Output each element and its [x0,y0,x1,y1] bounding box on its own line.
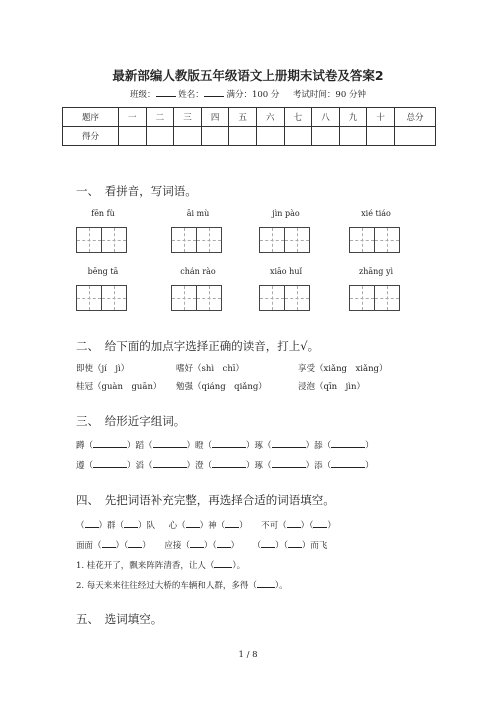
idiom-part: ）（ [275,541,288,551]
idiom-part: ）队 [138,521,156,531]
pinyin-label: jìn pào [272,209,300,218]
answer-blank[interactable] [85,519,99,528]
answer-blank[interactable] [257,579,275,588]
header-cell: 三 [174,108,202,127]
header-cell: 五 [229,108,257,127]
header-cell: 总分 [395,108,436,127]
idiom-part: （ [76,521,85,531]
fill-question-1 [76,559,245,571]
char-prompt: ）蹈（ [127,441,153,451]
page-title: 最新部编人教版五年级语文上册期末试卷及答案2 [112,68,384,83]
pinyin-label: xiāo huǐ [269,267,303,276]
answer-blank[interactable] [331,439,365,448]
char-prompt: 遵（ [76,461,94,471]
header-cell: 九 [339,108,367,127]
header-cell: 四 [201,108,229,127]
answer-blank[interactable] [225,519,239,528]
char-prompt: ）琢（ [246,461,272,471]
full-score: 满分：100 分 [226,90,280,100]
answer-blank[interactable] [272,439,306,448]
header-cell: 十 [367,108,395,127]
answer-blank[interactable] [186,519,200,528]
score-cell [146,127,174,146]
writing-grid[interactable] [259,227,309,253]
idiom-part: 心（ [168,521,186,531]
fill-question-2 [76,579,288,591]
question-text: ）。 [274,581,288,591]
score-cell [395,127,436,146]
score-cell [119,127,147,146]
idiom-part: ） [142,541,151,551]
word-group-line-1 [76,439,374,451]
idiom-part: （ [252,541,262,551]
name-blank [204,88,224,97]
score-table [62,107,436,146]
answer-blank[interactable] [93,459,127,468]
page-number: 1 / 8 [238,650,258,660]
header-cell: 一 [119,108,147,127]
char-prompt: ）琢（ [246,441,272,451]
answer-blank[interactable] [124,519,138,528]
section-3-title: 三、 给形近字组词。 [76,414,186,428]
writing-grid[interactable] [76,285,126,311]
class-label: 班级： [130,90,156,100]
name-label: 姓名： [178,90,204,100]
header-cell: 二 [146,108,174,127]
answer-blank[interactable] [212,459,246,468]
word-group-line-2 [76,459,374,471]
score-cell [256,127,284,146]
writing-grid[interactable] [349,227,399,253]
exam-time: 考试时间：90 分钟 [292,90,366,100]
char-prompt: ）滔（ [127,461,153,471]
idiom-part: ） [239,521,248,531]
score-cell [174,127,202,146]
answer-blank[interactable] [288,539,302,548]
pinyin-label: chán rào [180,267,216,276]
idiom-line-2 [76,539,327,551]
idiom-line-1 [76,519,336,531]
pinyin-label: bēng tā [87,267,119,276]
section-2-title: 二、 给下面的加点字选择正确的读音，打上√。 [76,339,320,353]
answer-blank[interactable] [102,539,116,548]
score-cell [229,127,257,146]
reading-choice[interactable]: 即使（jí jì） [76,364,130,374]
pinyin-label: fēn fù [91,209,115,218]
score-cell [367,127,395,146]
idiom-part: 应接（ [164,541,190,551]
score-cell [339,127,367,146]
header-cell: 六 [256,108,284,127]
score-cell [201,127,229,146]
idiom-part: ）而飞 [301,541,328,551]
reading-choice[interactable]: 桂冠（guàn guān） [76,382,162,392]
header-cell: 题序 [63,108,119,127]
header-cell: 七 [284,108,312,127]
reading-choice[interactable]: 嗜好（shì chī） [176,364,245,374]
char-prompt: ）添（ [305,461,332,471]
idiom-part: ）群（ [98,521,125,531]
answer-blank[interactable] [331,459,365,468]
answer-blank[interactable] [153,459,187,468]
idiom-part: ）（ [203,541,217,551]
score-table-score-row [63,127,436,146]
idiom-part: ） [230,541,240,551]
char-prompt: ）澄（ [186,461,213,471]
answer-blank[interactable] [287,519,301,528]
idiom-part: 面面（ [76,541,102,551]
char-prompt: ）瞪（ [186,441,213,451]
section-5-title: 五、 选词填空。 [76,612,163,626]
char-prompt: 蹲（ [76,441,94,451]
idiom-part: ）（ [115,541,129,551]
idiom-part: ）神（ [199,521,226,531]
writing-grid[interactable] [76,227,126,253]
answer-blank[interactable] [212,439,246,448]
pinyin-label: āi mù [186,209,210,218]
char-prompt: ）舔（ [305,441,332,451]
question-text: ）。 [232,561,246,571]
idiom-part: ）（ [300,521,314,531]
class-blank [156,88,176,97]
answer-blank[interactable] [153,439,187,448]
score-cell [284,127,312,146]
pinyin-label: zhāng yì [358,267,394,276]
char-prompt: ） [365,441,374,451]
char-prompt: ） [365,461,374,471]
exam-info [0,88,496,100]
answer-blank[interactable] [93,439,127,448]
question-text: 1. 桂花开了，飘来阵阵清香，让人（ [76,561,215,571]
answer-blank[interactable] [190,539,204,548]
reading-choice[interactable]: 享受（xiǎng xiǎng） [298,364,388,374]
section-1-title: 一、 看拼音，写词语。 [76,184,197,198]
answer-blank[interactable] [217,539,231,548]
idiom-part: ） [327,521,336,531]
answer-blank[interactable] [261,539,275,548]
answer-blank[interactable] [214,559,232,568]
writing-grid[interactable] [259,285,309,311]
idiom-part: 不可（ [261,521,287,531]
row-label: 得分 [63,127,119,146]
writing-grid[interactable] [349,285,399,311]
pinyin-label: xié tiáo [361,209,391,218]
header-cell: 八 [312,108,340,127]
score-cell [312,127,340,146]
reading-choice[interactable]: 勉强（qiáng qiǎng） [176,382,267,392]
score-table-header-row [63,108,436,127]
writing-grid[interactable] [171,227,221,253]
answer-blank[interactable] [272,459,306,468]
answer-blank[interactable] [128,539,142,548]
question-text: 2. 每天来来往往经过大桥的车辆和人群，多得（ [76,581,257,591]
reading-choice[interactable]: 浸泡（qīn jìn） [298,382,365,392]
section-4-title: 四、 先把词语补充完整，再选择合适的词语填空。 [76,493,335,507]
answer-blank[interactable] [313,519,327,528]
writing-grid[interactable] [171,285,221,311]
